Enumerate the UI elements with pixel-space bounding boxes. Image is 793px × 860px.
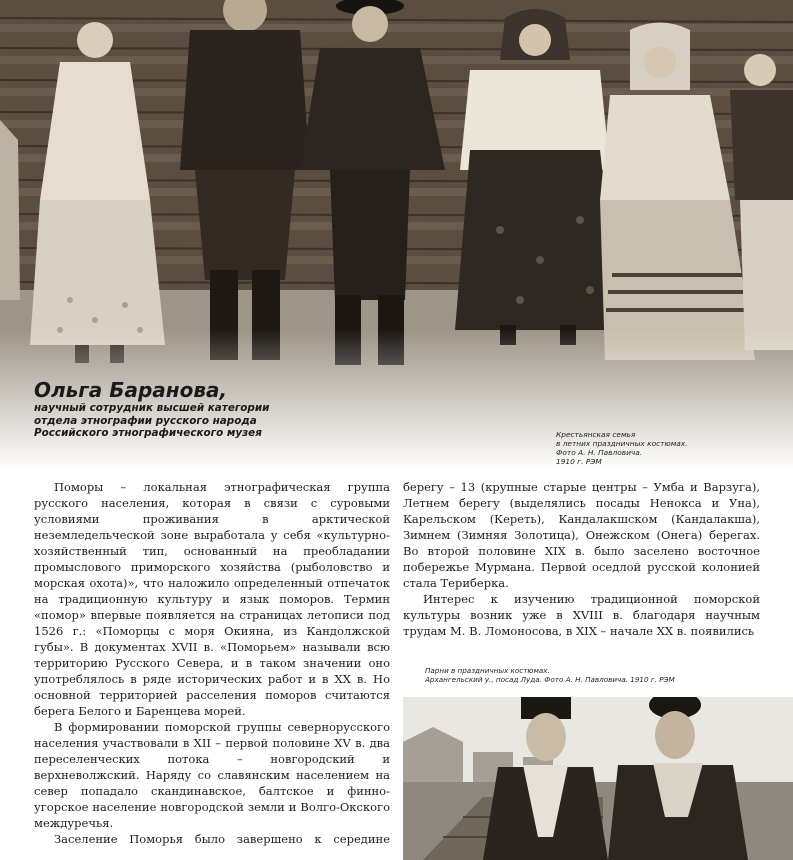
inset-photo-caption-line-1: Парни в праздничных костюмах. (425, 666, 550, 675)
family-photo-caption (556, 430, 766, 466)
family-photo-caption-line-4: 1910 г. РЭМ (556, 457, 602, 466)
left-paragraph-3: Заселение Поморья было завершено к середине (54, 832, 390, 846)
family-photo-caption-line-3: Фото А. Н. Павловича. (556, 448, 643, 457)
family-photo-caption-line-1: Крестьянская семья (556, 430, 636, 439)
author-role-line-1: научный сотрудник высшей категории (34, 402, 270, 414)
left-paragraph-1: Поморы – локальная этнографическая группа русского населения, которая в связи с суровыми условиями проживания в арктической неземледельческой зоне выработала у себя «культурно-хозяйственный тип, основанный на преобладании промыслового приморского хозяйства (рыболовство и морская охота)», что наложило определенный отпечаток на традиционную культуру и язык поморов. Термин «помор» впервые появляется на страницах летописи под 1526 г.: «Поморцы с моря Окияна, из Кандолжской губы». В документах XVII в. «Поморьем» называли всю территорию Русского Севера, и в таком значении оно употреблялось в ряде исторических работ и в XX в. Но основной территорией расселения поморов считаются берега Белого и Баренцева морей. (34, 480, 390, 718)
author-role-line-3: Российского этнографического музея (34, 427, 262, 439)
young-men-photo-illustration (403, 697, 793, 860)
left-paragraph-2: В формировании поморской группы севернорусского населения участвовали в XII – первой половине XV в. два переселенческих потока – новгородский и верхневолжский. Наряду со славянским населением на север попадало скандинавское, балтское и финно-угорское население новгородской земли и Волго-Окского междуречья. (34, 720, 390, 830)
left-column (34, 479, 390, 847)
young-men-photo (403, 697, 793, 860)
right-column (403, 479, 760, 639)
author-block (34, 378, 334, 440)
right-paragraph-2: Интерес к изучению традиционной поморской культуры возник уже в XVIII в. благодаря научным трудам М. В. Ломоносова, в XIX – начале XX в. появились (403, 592, 760, 638)
inset-photo-caption-line-2: Архангельский у., посад Луда. Фото А. Н. Павловича. 1910 г. РЭМ (425, 675, 675, 684)
right-paragraph-1: берегу – 13 (крупные старые центры – Умба и Варзуга), Летнем берегу (выделялись посады Ненокса и Уна), Карельском (Кереть), Кандалакшском (Кандалакша), Зимнем (Зимняя Золотица), Онежском (Онега) берегах. Во второй половине XIX в. было заселено восточное побережье Мурмана. Первой оседлой русской колонией стала Териберка. (403, 480, 760, 590)
author-name: Ольга Баранова, (34, 378, 228, 402)
family-photo-caption-line-2: в летних праздничных костюмах. (556, 439, 688, 448)
author-role-line-2: отдела этнографии русского народа (34, 414, 257, 427)
inset-photo-caption (425, 666, 765, 684)
